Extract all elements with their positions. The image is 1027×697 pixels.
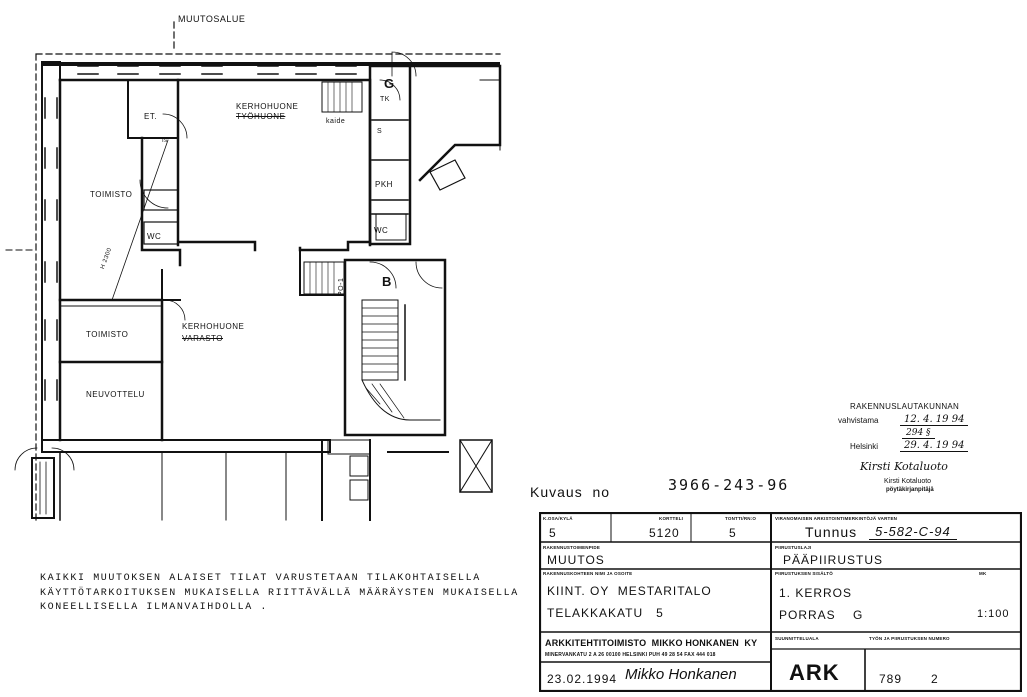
tb-tunnus-value: 5-582-C-94 bbox=[869, 524, 957, 540]
approval-confirmed-date: 12. 4. 19 94 bbox=[900, 414, 968, 426]
approval-ref: 294 § bbox=[902, 428, 935, 439]
room-toimisto-2-label: TOIMISTO bbox=[86, 330, 129, 339]
kuvaus-label: Kuvaus no bbox=[530, 484, 611, 500]
note-line: KONEELLISELLA ILMANVAIHDOLLA . bbox=[40, 602, 269, 613]
floor-plan bbox=[0, 0, 520, 540]
tb-toimenpide-value: MUUTOS bbox=[547, 553, 605, 567]
floor-plan-svg bbox=[0, 0, 520, 540]
tb-drawing-number-value: 2 bbox=[931, 672, 939, 686]
room-kerhohuone-1-label: KERHOHUONE bbox=[236, 102, 299, 111]
approval-authority: RAKENNUSLAUTAKUNNAN bbox=[850, 402, 960, 411]
approval-confirmed-label: vahvistama bbox=[838, 416, 879, 425]
room-kerhohuone-2-label: KERHOHUONE bbox=[182, 322, 245, 331]
room-varasto-struck-label: VARASTO bbox=[182, 334, 223, 343]
tb-sisalto-header: PIIRUSTUKSEN SISÄLTÖ bbox=[775, 571, 833, 576]
tb-kohde-value-1: KIINT. OY MESTARITALO bbox=[547, 584, 712, 598]
tb-suunnitteluala-header: SUUNNITTELUALA bbox=[775, 636, 819, 641]
tb-mk-header: MK bbox=[979, 571, 987, 576]
room-wc-2-label: WC bbox=[374, 226, 389, 235]
approval-city-label: Helsinki bbox=[850, 442, 879, 451]
tb-piirustuslaji-value: PÄÄPIIRUSTUS bbox=[783, 553, 884, 567]
room-neuvottelu-label: NEUVOTTELU bbox=[86, 390, 145, 399]
tb-scale-value: 1:100 bbox=[977, 608, 1010, 620]
room-et-label: ET. bbox=[144, 112, 158, 121]
tb-sisalto-value-1: 1. KERROS bbox=[779, 586, 853, 600]
tb-tunnus-label: Tunnus bbox=[805, 524, 858, 540]
approval-city-date: 29. 4. 19 94 bbox=[900, 440, 968, 452]
kuvaus-number: 3966-243-96 bbox=[668, 476, 790, 494]
approval-signature: Kirsti Kotaluoto bbox=[860, 460, 948, 473]
tb-osa-value: 5 bbox=[549, 526, 557, 540]
tb-work-number-header: TYÖN JA PIIRUSTUKSEN NUMERO bbox=[869, 636, 950, 641]
tb-work-number-value: 789 bbox=[879, 672, 903, 686]
approval-title: pöytäkirjanpitäjä bbox=[886, 487, 934, 493]
room-tk-label: TK bbox=[380, 96, 390, 103]
po-1-label: PO-1 bbox=[338, 277, 345, 296]
change-area-label: MUUTOSALUE bbox=[178, 14, 246, 24]
general-note bbox=[40, 572, 519, 616]
tb-osa-header: K.OSA/KYLÄ bbox=[543, 516, 573, 521]
tb-kohde-header: RAKENNUSKOHTEEN NIMI JA OSOITE bbox=[543, 571, 633, 576]
tb-signature: Mikko Honkanen bbox=[625, 666, 737, 683]
tb-kortteli-header: KORTTELI bbox=[659, 516, 684, 521]
tb-kortteli-value: 5120 bbox=[649, 526, 680, 540]
room-wc-1-label: WC bbox=[147, 232, 162, 241]
stair-b-label: B bbox=[382, 274, 392, 289]
note-line: KÄYTTÖTARKOITUKSEN MUKAISELLA RIITTÄVÄLLÄ MÄÄRÄYSTEN MUKAISELLA bbox=[40, 587, 519, 599]
room-pkh-label: PKH bbox=[375, 180, 393, 189]
tb-sisalto-value-2: PORRAS G bbox=[779, 608, 864, 622]
note-line: KAIKKI MUUTOKSEN ALAISET TILAT VARUSTETAAN TILAKOHTAISELLA bbox=[40, 573, 481, 584]
room-tyohuone-struck-label: TYÖHUONE bbox=[236, 112, 286, 121]
tb-toimenpide-header: RAKENNUSTOIMENPIDE bbox=[543, 545, 601, 550]
title-block bbox=[539, 512, 1022, 692]
approval-name: Kirsti Kotaluoto bbox=[884, 478, 932, 485]
tb-kohde-value-2: TELAKKAKATU 5 bbox=[547, 606, 664, 620]
tb-office-address: MINERVANKATU 2 A 26 00100 HELSINKI PUH 49 28 54 FAX 444 018 bbox=[545, 652, 716, 658]
room-is-label: Is bbox=[162, 138, 168, 144]
tb-tontti-value: 5 bbox=[729, 526, 737, 540]
tb-archive-header: VIRANOMAISEN ARKISTOINTIMERKINTÖJÄ VARTEN bbox=[775, 516, 898, 521]
tb-ala-value: ARK bbox=[789, 660, 840, 685]
tb-date: 23.02.1994 bbox=[547, 672, 618, 686]
room-s-label: S bbox=[377, 128, 383, 135]
tb-piirustuslaji-header: PIIRUSTUSLAJI bbox=[775, 545, 812, 550]
stair-g-label: G bbox=[384, 76, 395, 91]
kaide-label: kaide bbox=[326, 118, 346, 125]
height-mark-label: H 2300 bbox=[100, 246, 114, 271]
room-toimisto-1-label: TOIMISTO bbox=[90, 190, 133, 199]
approval-stamp bbox=[838, 402, 1018, 497]
tb-tontti-header: TONTTI/RN:O bbox=[725, 516, 757, 521]
tb-office-name: ARKKITEHTITOIMISTO MIKKO HONKANEN KY bbox=[545, 638, 758, 648]
